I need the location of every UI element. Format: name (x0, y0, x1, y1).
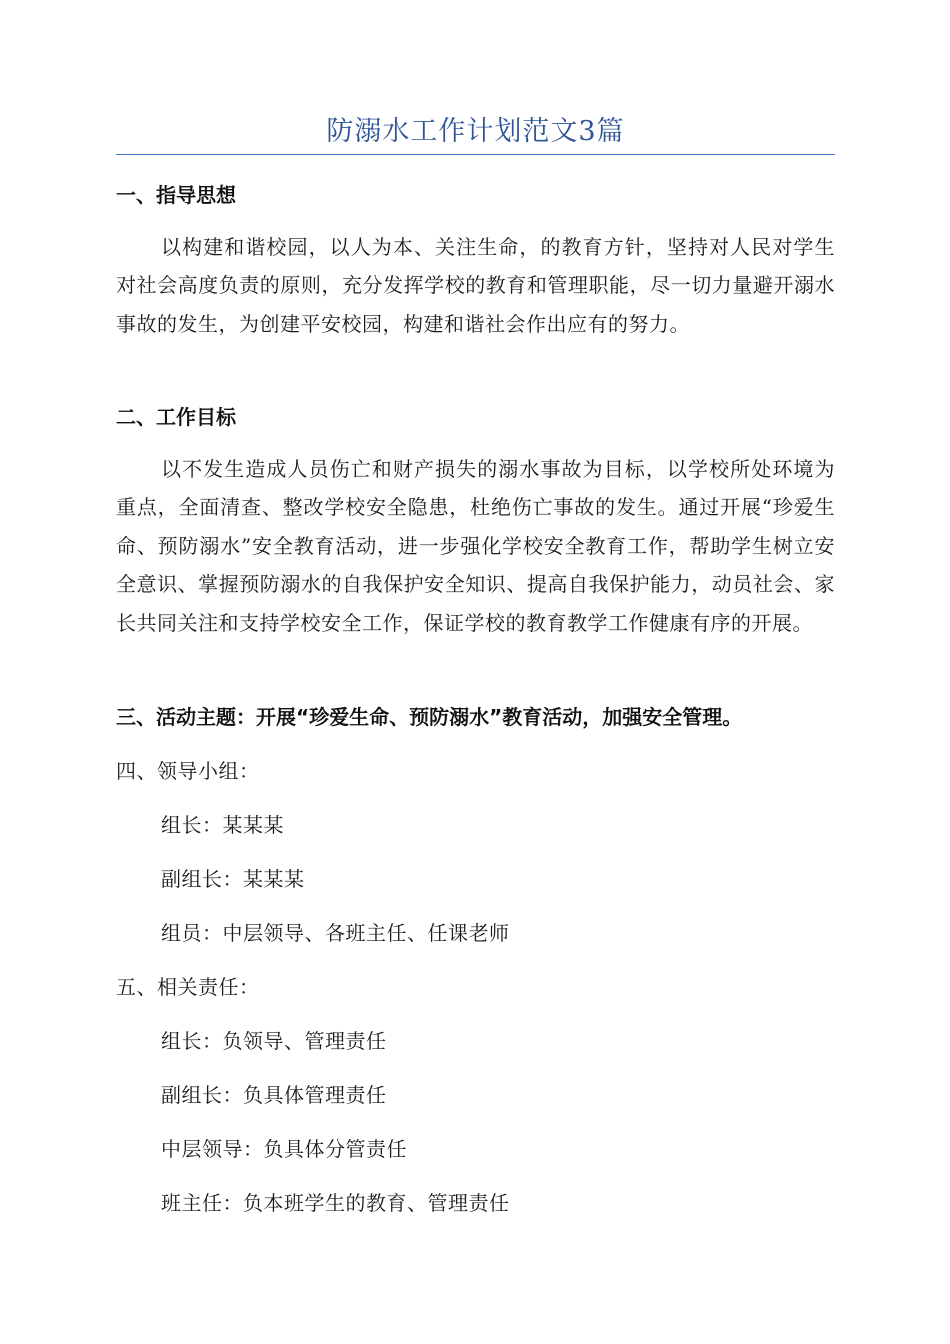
list-item: 副组长：某某某 (161, 867, 305, 891)
section-heading-responsibilities: 五、相关责任： (116, 975, 260, 999)
title-underline (116, 154, 835, 155)
list-item: 副组长：负具体管理责任 (161, 1083, 387, 1107)
section-heading-leadership-group: 四、领导小组： (116, 759, 260, 783)
section-heading-activity-theme: 三、活动主题：开展“珍爱生命、预防溺水”教育活动，加强安全管理。 (116, 705, 743, 729)
list-item: 组员：中层领导、各班主任、任课老师 (161, 921, 510, 945)
section-paragraph-work-goals: 以不发生造成人员伤亡和财产损失的溺水事故为目标，以学校所处环境为重点，全面清查、整改学校安全隐患，杜绝伤亡事故的发生。通过开展“珍爱生命、预防溺水”安全教育活动，进一步强化学校安全教育工作，帮助学生树立安全意识、掌握预防溺水的自我保护安全知识、提高自我保护能力，动员社会、家长共同关注和支持学校安全工作，保证学校的教育教学工作健康有序的开展。 (116, 457, 835, 635)
list-item: 中层领导：负具体分管责任 (161, 1137, 407, 1161)
list-item: 组长：负领导、管理责任 (161, 1029, 387, 1053)
section-heading-work-goals: 二、工作目标 (116, 405, 236, 429)
section-heading-guiding-ideology: 一、指导思想 (116, 183, 236, 207)
list-item: 组长：某某某 (161, 813, 284, 837)
section-paragraph-guiding-ideology: 以构建和谐校园，以人为本、关注生命，的教育方针，坚持对人民对学生对社会高度负责的原则，充分发挥学校的教育和管理职能，尽一切力量避开溺水事故的发生，为创建平安校园，构建和谐社会作出应有的努力。 (116, 235, 835, 336)
list-item: 班主任：负本班学生的教育、管理责任 (161, 1191, 510, 1215)
document-title: 防溺水工作计划范文3篇 (326, 116, 625, 147)
